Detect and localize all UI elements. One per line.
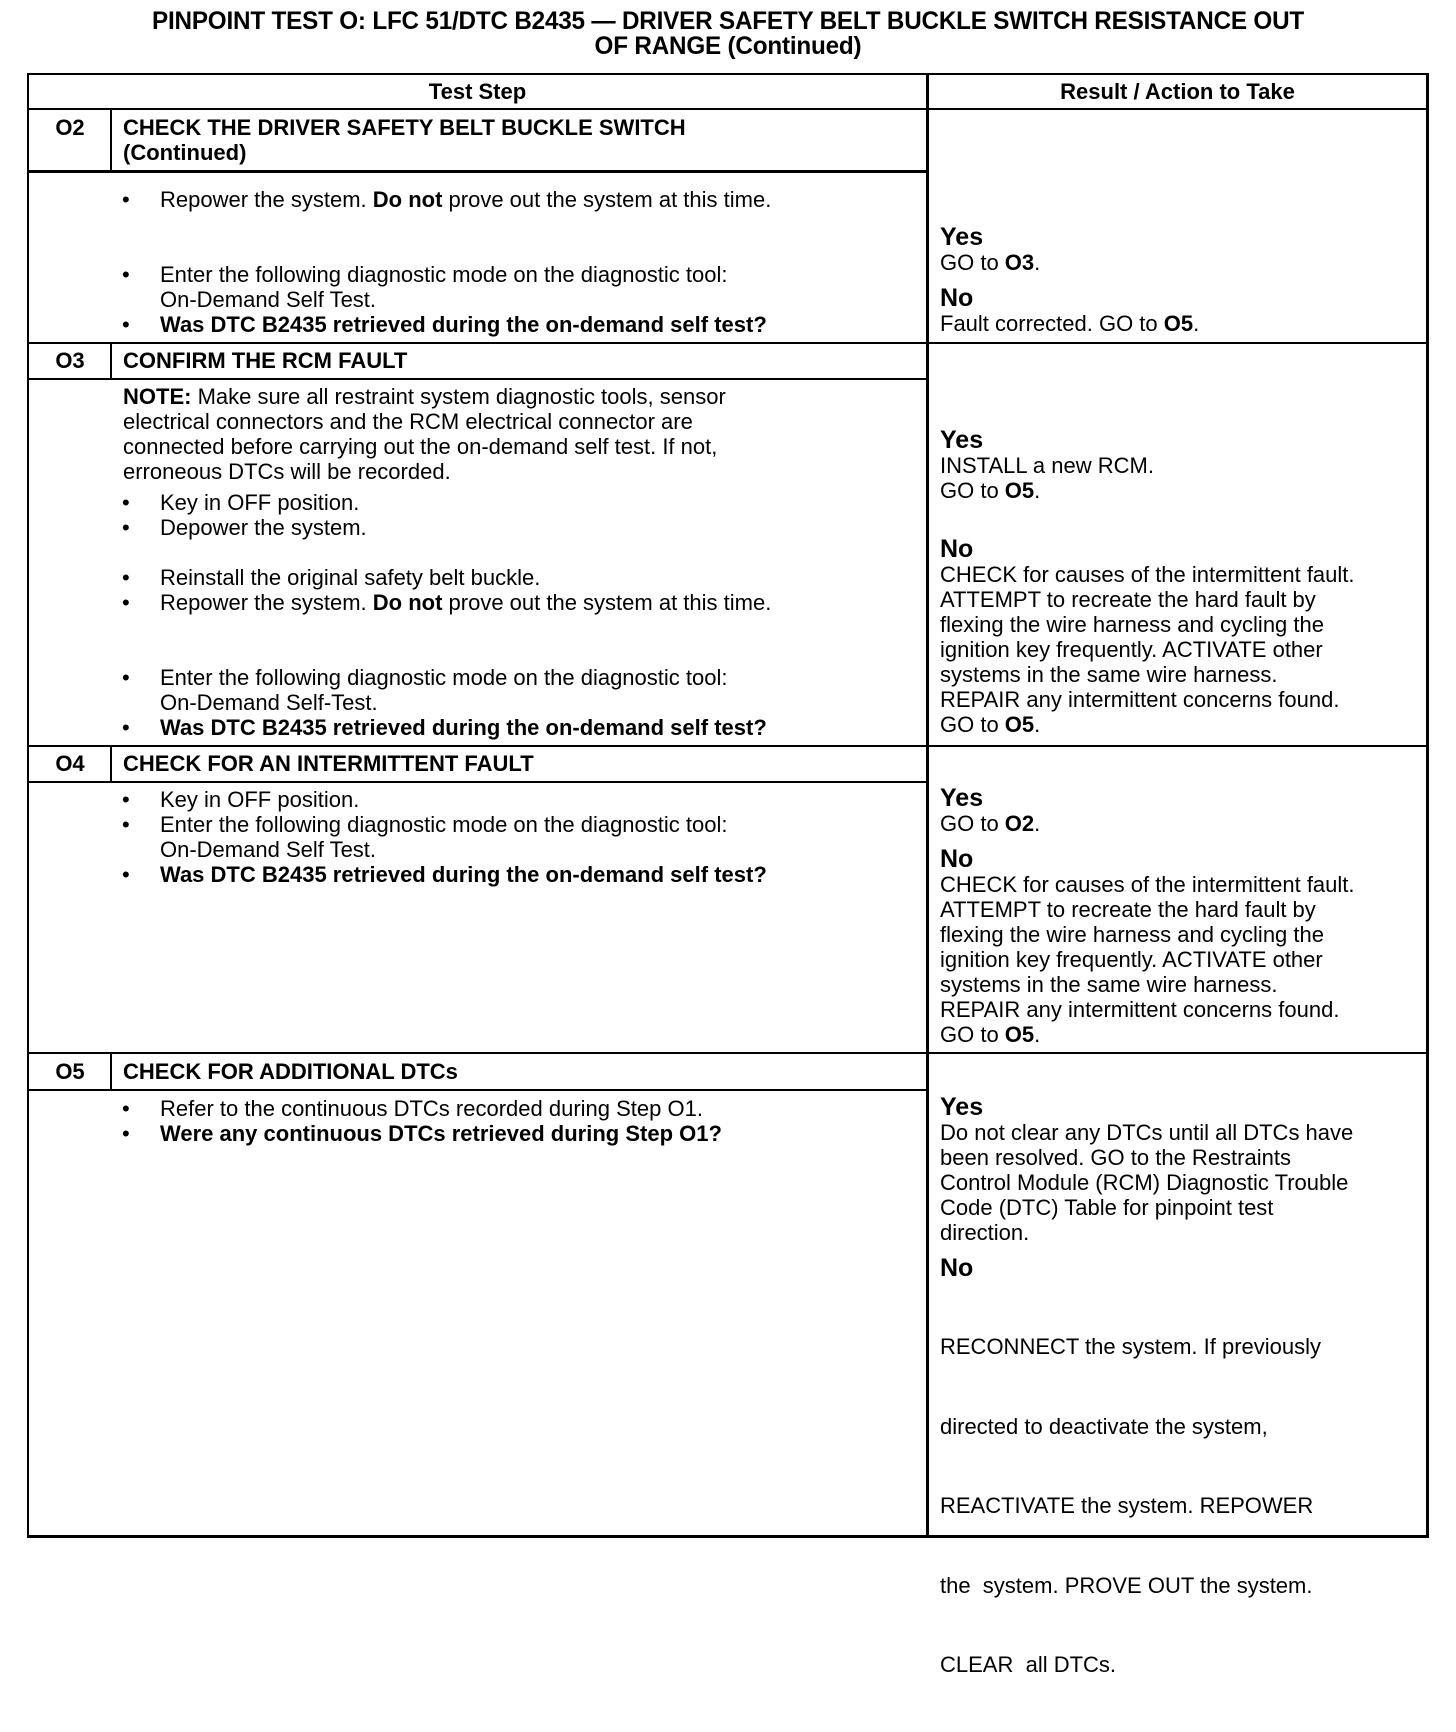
result-no-label: No bbox=[940, 845, 974, 873]
o4-title-divider bbox=[27, 781, 927, 783]
result-yes-label: Yes bbox=[940, 784, 984, 812]
bullet-icon: • bbox=[122, 1121, 130, 1146]
header-divider bbox=[27, 108, 1428, 110]
bullet-icon: • bbox=[122, 665, 130, 690]
step-number: O2 bbox=[55, 115, 85, 140]
result-yes-action: Do not clear any DTCs until all DTCs have been resolved. GO to the Restraints Control Module (RCM) Diagnostic Trouble Code (DTC) Table for pinpoint test direction. bbox=[940, 1120, 1354, 1245]
bullet-icon: • bbox=[122, 565, 130, 590]
o5-title-divider bbox=[27, 1089, 927, 1091]
bullet-icon: • bbox=[122, 787, 130, 812]
step-instruction: Enter the following diagnostic mode on the diagnostic tool: On-Demand Self Test. bbox=[160, 262, 728, 312]
page-title-line-2: OF RANGE (Continued) bbox=[594, 32, 862, 60]
step-title: CHECK THE DRIVER SAFETY BELT BUCKLE SWITCH (Continued) bbox=[123, 115, 686, 165]
bullet-icon: • bbox=[122, 187, 130, 212]
step-instruction: Reinstall the original safety belt buckle. bbox=[160, 565, 541, 590]
row-divider-o5 bbox=[27, 1052, 1428, 1054]
result-no-action: Fault corrected. GO to O5. bbox=[940, 311, 1200, 336]
result-no-label: No bbox=[940, 535, 974, 563]
step-number: O5 bbox=[55, 1059, 85, 1084]
bullet-icon: • bbox=[122, 1096, 130, 1121]
step-question: Was DTC B2435 retrieved during the on-demand self test? bbox=[160, 862, 767, 887]
o3-title-divider bbox=[27, 378, 927, 380]
column-divider bbox=[926, 73, 929, 1538]
step-title: CHECK FOR AN INTERMITTENT FAULT bbox=[123, 751, 534, 776]
result-no-action: CHECK for causes of the intermittent fault. ATTEMPT to recreate the hard fault by flexing the wire harness and cycling the ignition key frequently. ACTIVATE other systems in the same wire harness. REPAIR any intermittent concerns found. GO to O5. bbox=[940, 872, 1355, 1047]
step-title: CONFIRM THE RCM FAULT bbox=[123, 348, 408, 373]
result-cell bbox=[940, 224, 1199, 336]
step-link-o2[interactable]: O2 bbox=[1004, 811, 1035, 836]
result-no-action: CHECK for causes of the intermittent fault. ATTEMPT to recreate the hard fault by flexing the wire harness and cycling the ignition key frequently. ACTIVATE other systems in the same wire harness. REPAIR any intermittent concerns found. GO to O5. bbox=[940, 562, 1355, 737]
step-instruction: Depower the system. bbox=[160, 515, 367, 540]
row-divider-o3 bbox=[27, 342, 1428, 344]
step-instruction: Repower the system. Do not prove out the system at this time. bbox=[160, 590, 772, 615]
step-instruction: Enter the following diagnostic mode on the diagnostic tool: On-Demand Self-Test. bbox=[160, 665, 728, 715]
result-yes-label: Yes bbox=[940, 1093, 984, 1121]
header-test-step: Test Step bbox=[428, 79, 527, 104]
note-label: NOTE: bbox=[123, 384, 192, 409]
step-link-o5[interactable]: O5 bbox=[1004, 1022, 1035, 1047]
bullet-icon: • bbox=[122, 862, 130, 887]
step-link-o5[interactable]: O5 bbox=[1004, 478, 1035, 503]
bullet-icon: • bbox=[122, 590, 130, 615]
step-link-o5[interactable]: O5 bbox=[1004, 712, 1035, 737]
bullet-icon: • bbox=[122, 515, 130, 540]
step-question: Was DTC B2435 retrieved during the on-demand self test? bbox=[160, 312, 767, 337]
step-note: NOTE: Make sure all restraint system diagnostic tools, sensor electrical connectors and the RCM electrical connector are connected before carrying out the on-demand self test. If not, erroneous DTCs will be recorded. bbox=[123, 384, 726, 484]
step-question: Were any continuous DTCs retrieved during Step O1? bbox=[160, 1121, 722, 1146]
result-no-label: No bbox=[940, 284, 974, 312]
bullet-icon: • bbox=[122, 715, 130, 740]
step-number: O3 bbox=[55, 348, 85, 373]
header-result: Result / Action to Take bbox=[1060, 79, 1295, 104]
result-yes-goto: GO to O5. bbox=[940, 478, 1041, 503]
step-instruction: Key in OFF position. bbox=[160, 490, 360, 515]
result-no-label: No bbox=[940, 1254, 974, 1282]
table-border-right bbox=[1426, 73, 1429, 1538]
page-title-line-1: PINPOINT TEST O: LFC 51/DTC B2435 — DRIVER SAFETY BELT BUCKLE SWITCH RESISTANCE OUT bbox=[151, 7, 1305, 35]
bullet-icon: • bbox=[122, 812, 130, 837]
result-cell bbox=[940, 1094, 1353, 1732]
result-yes-action: GO to O2. bbox=[940, 811, 1041, 836]
step-link-o3[interactable]: O3 bbox=[1004, 250, 1035, 275]
step-instruction: Key in OFF position. bbox=[160, 787, 360, 812]
table-border-top bbox=[27, 73, 1428, 75]
result-yes-action: GO to O3. bbox=[940, 250, 1041, 275]
bullet-icon: • bbox=[122, 490, 130, 515]
result-yes-label: Yes bbox=[940, 426, 984, 454]
result-yes-label: Yes bbox=[940, 223, 984, 251]
table-border-left bbox=[27, 73, 29, 1538]
step-title: CHECK FOR ADDITIONAL DTCs bbox=[123, 1059, 458, 1084]
bullet-icon: • bbox=[122, 262, 130, 287]
result-cell bbox=[940, 427, 1355, 737]
step-link-o5[interactable]: O5 bbox=[1163, 311, 1194, 336]
result-no-action: RECONNECT the system. If previously directed to deactivate the system, REACTIVATE the system. REPOWER the system. PROVE OUT the system. CLEAR all DTCs. bbox=[940, 1334, 1322, 1677]
result-cell bbox=[940, 785, 1355, 1047]
step-question: Was DTC B2435 retrieved during the on-demand self test? bbox=[160, 715, 767, 740]
step-instruction: Refer to the continuous DTCs recorded during Step O1. bbox=[160, 1096, 703, 1121]
step-instruction: Enter the following diagnostic mode on the diagnostic tool: On-Demand Self Test. bbox=[160, 812, 728, 862]
result-yes-action: INSTALL a new RCM. bbox=[940, 453, 1154, 478]
page-title bbox=[22, 9, 1434, 59]
step-number: O4 bbox=[55, 751, 85, 776]
o2-title-divider bbox=[27, 170, 927, 173]
step-instruction: Repower the system. Do not prove out the system at this time. bbox=[160, 187, 772, 212]
row-divider-o4 bbox=[27, 745, 1428, 747]
bullet-icon: • bbox=[122, 312, 130, 337]
